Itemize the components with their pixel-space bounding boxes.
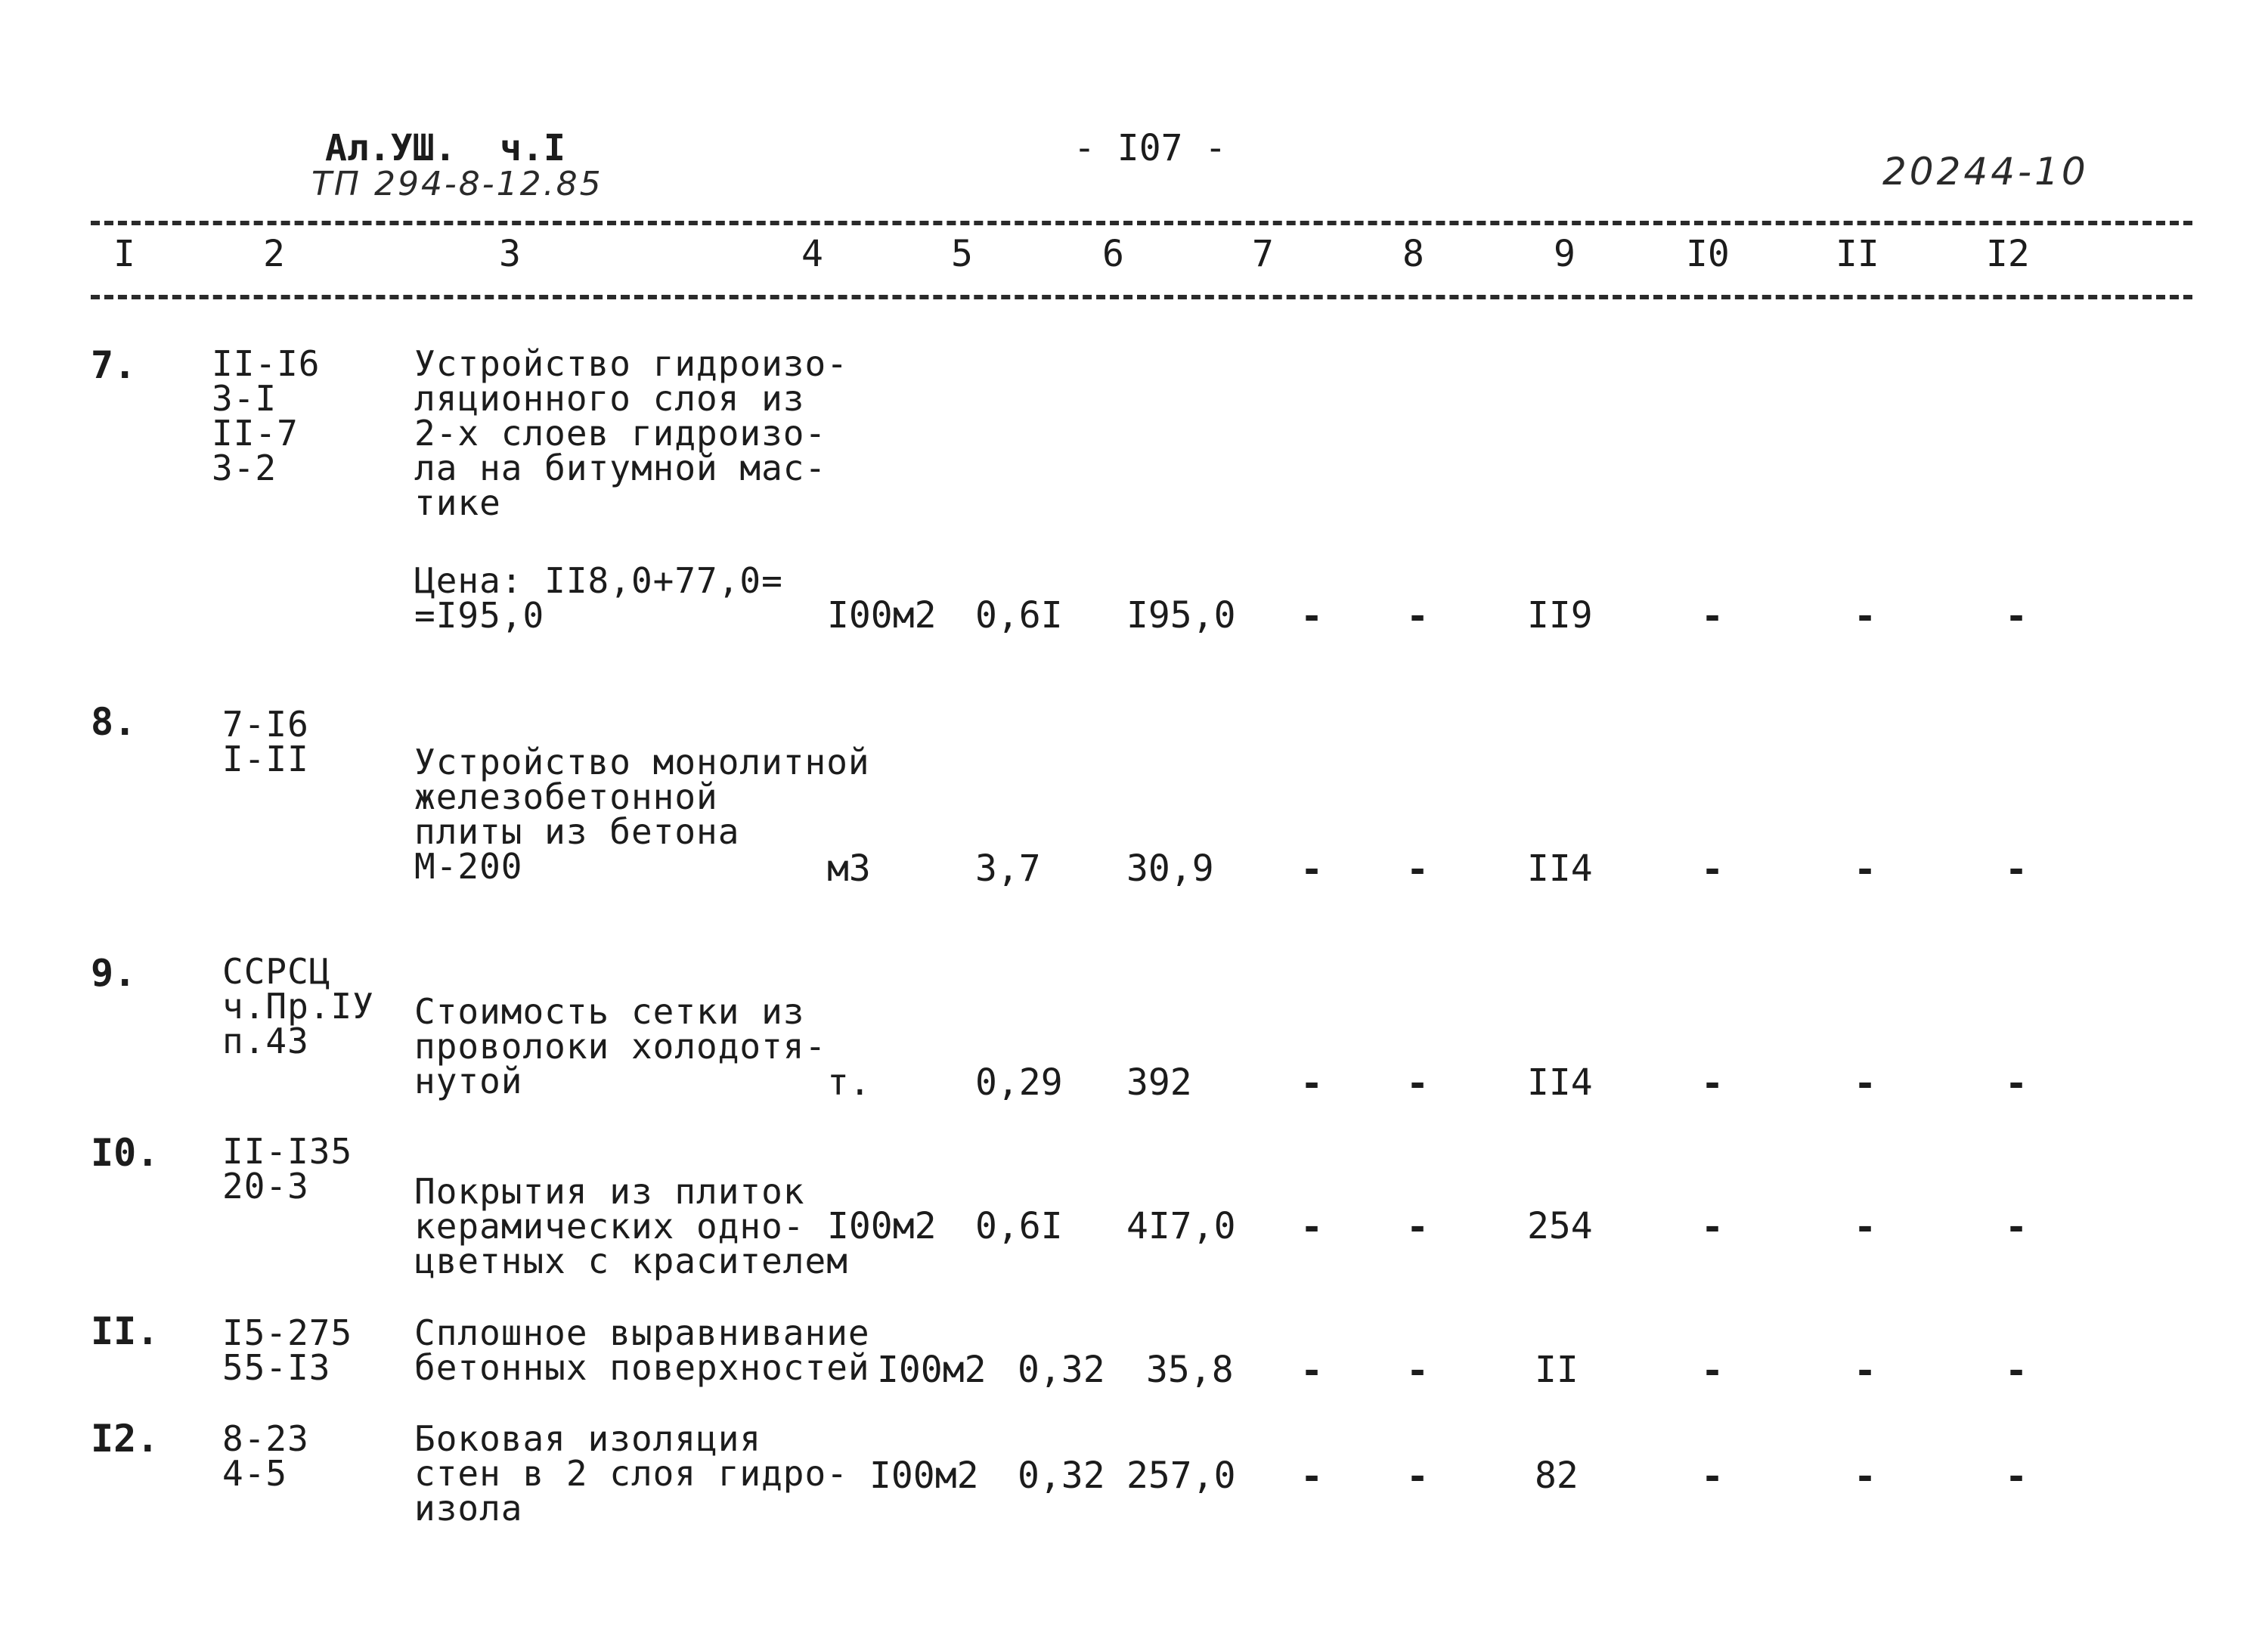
col7-cell: - — [1300, 847, 1324, 891]
row-description — [414, 1171, 848, 1281]
row-number: 9. — [91, 951, 137, 995]
unit-cell: I00м2 — [869, 1455, 979, 1497]
description-line: Устройство гидроизо- — [414, 343, 848, 384]
code-line: ССРСЦ — [222, 951, 331, 992]
row-description — [414, 742, 870, 887]
description-line: Боковая изоляция — [414, 1418, 762, 1459]
header-rule-top — [91, 221, 2192, 225]
row-number: I2. — [91, 1417, 160, 1461]
column-number: 4 — [801, 233, 823, 275]
code-line: 55-I3 — [222, 1347, 331, 1388]
description-line: ляционного слоя из — [414, 378, 805, 419]
col12-cell: - — [2005, 1205, 2028, 1249]
code-line: 4-5 — [222, 1453, 288, 1494]
col9-cell: 254 — [1527, 1205, 1593, 1247]
description-line: Устройство монолитной — [414, 742, 870, 782]
row-description — [414, 1312, 870, 1388]
col10-cell: - — [1701, 1455, 1724, 1498]
description-line: железобетонной — [414, 776, 718, 817]
project-code: ТП 294-8-12.85 — [311, 165, 603, 203]
row-description — [414, 991, 827, 1101]
price-line: =I95,0 — [414, 595, 545, 636]
quantity-cell: 0,32 — [1018, 1349, 1105, 1391]
col7-cell: - — [1300, 1455, 1324, 1498]
code-line: 20-3 — [222, 1166, 309, 1207]
description-line: 2-х слоев гидроизо- — [414, 413, 827, 454]
row-codes — [222, 704, 309, 779]
row-number: 7. — [91, 343, 137, 387]
column-number: I0 — [1686, 233, 1730, 275]
col11-cell: - — [1854, 1205, 1877, 1249]
description-line: проволоки холодотя- — [414, 1026, 827, 1067]
description-line: тике — [414, 482, 501, 523]
code-line: II-7 — [212, 413, 299, 454]
description-line: цветных с красителем — [414, 1241, 848, 1281]
col10-cell: - — [1701, 1061, 1724, 1105]
cost-cell: I95,0 — [1126, 594, 1236, 637]
code-line: 3-2 — [212, 448, 277, 488]
row-codes — [222, 1418, 309, 1494]
col7-cell: - — [1300, 1205, 1324, 1249]
col11-cell: - — [1854, 594, 1877, 638]
description-line: бетонных поверхностей — [414, 1347, 870, 1388]
code-line: 8-23 — [222, 1418, 309, 1459]
cost-cell: 30,9 — [1126, 847, 1214, 890]
description-line: изола — [414, 1488, 523, 1529]
description-line: нутой — [414, 1061, 523, 1101]
col7-cell: - — [1300, 1349, 1324, 1393]
col11-cell: - — [1854, 1061, 1877, 1105]
col11-cell: - — [1854, 1349, 1877, 1393]
album-part: Ал.УШ. ч.I — [325, 127, 565, 169]
code-line: II-I6 — [212, 343, 321, 384]
unit-cell: I00м2 — [877, 1349, 987, 1391]
description-line: Покрытия из плиток — [414, 1171, 805, 1212]
col9-cell: II9 — [1527, 594, 1593, 637]
cost-cell: 35,8 — [1146, 1349, 1234, 1391]
code-line: 3-I — [212, 378, 277, 419]
description-line: ла на битумной мас- — [414, 448, 827, 488]
description-line: плиты из бетона — [414, 811, 740, 852]
description-line: М-200 — [414, 846, 523, 887]
row-description — [414, 1418, 848, 1529]
row-number: 8. — [91, 700, 137, 744]
description-line: стен в 2 слоя гидро- — [414, 1453, 848, 1494]
document-stamp-number: 20244-10 — [1882, 150, 2089, 194]
code-line: п.43 — [222, 1021, 309, 1061]
row-codes — [222, 951, 374, 1061]
column-number: 5 — [951, 233, 973, 275]
column-number: 6 — [1102, 233, 1124, 275]
col8-cell: - — [1406, 1205, 1430, 1249]
col9-cell: II4 — [1527, 1061, 1593, 1104]
col12-cell: - — [2005, 1455, 2028, 1498]
code-line: II-I35 — [222, 1131, 353, 1172]
column-number: I2 — [1986, 233, 2030, 275]
quantity-cell: 0,29 — [975, 1061, 1063, 1104]
unit-cell: т. — [827, 1061, 871, 1104]
column-number: I — [113, 233, 135, 275]
column-number: 7 — [1252, 233, 1274, 275]
code-line: 7-I6 — [222, 704, 309, 745]
col8-cell: - — [1406, 594, 1430, 638]
column-number: 9 — [1554, 233, 1576, 275]
col11-cell: - — [1854, 847, 1877, 891]
unit-cell: I00м2 — [827, 1205, 937, 1247]
quantity-cell: 0,6I — [975, 1205, 1063, 1247]
col10-cell: - — [1701, 594, 1724, 638]
description-line: Стоимость сетки из — [414, 991, 805, 1032]
column-number: 8 — [1402, 233, 1424, 275]
col8-cell: - — [1406, 1349, 1430, 1393]
col9-cell: II — [1535, 1349, 1579, 1391]
col10-cell: - — [1701, 1205, 1724, 1249]
row-number: I0. — [91, 1131, 160, 1175]
cost-cell: 4I7,0 — [1126, 1205, 1236, 1247]
col12-cell: - — [2005, 847, 2028, 891]
quantity-cell: 3,7 — [975, 847, 1041, 890]
row-codes — [212, 343, 321, 488]
col12-cell: - — [2005, 1349, 2028, 1393]
quantity-cell: 0,6I — [975, 594, 1063, 637]
col8-cell: - — [1406, 1455, 1430, 1498]
page-number: - I07 - — [1074, 127, 1227, 169]
header-rule-bottom — [91, 295, 2192, 299]
cost-cell: 257,0 — [1126, 1455, 1236, 1497]
col7-cell: - — [1300, 1061, 1324, 1105]
unit-cell: м3 — [827, 847, 871, 890]
description-line: Сплошное выравнивание — [414, 1312, 870, 1353]
column-number: 2 — [263, 233, 285, 275]
col12-cell: - — [2005, 1061, 2028, 1105]
code-line: ч.Пр.IУ — [222, 986, 374, 1027]
col8-cell: - — [1406, 1061, 1430, 1105]
col9-cell: II4 — [1527, 847, 1593, 890]
col8-cell: - — [1406, 847, 1430, 891]
row-codes — [222, 1131, 353, 1207]
quantity-cell: 0,32 — [1018, 1455, 1105, 1497]
col12-cell: - — [2005, 594, 2028, 638]
code-line: I-II — [222, 739, 309, 779]
col11-cell: - — [1854, 1455, 1877, 1498]
row-codes — [222, 1312, 353, 1388]
col7-cell: - — [1300, 594, 1324, 638]
row-number: II. — [91, 1309, 160, 1353]
row-price-formula — [414, 560, 783, 636]
col10-cell: - — [1701, 847, 1724, 891]
col10-cell: - — [1701, 1349, 1724, 1393]
row-description — [414, 343, 848, 523]
cost-cell: 392 — [1126, 1061, 1192, 1104]
description-line: керамических одно- — [414, 1206, 805, 1247]
price-line: Цена: II8,0+77,0= — [414, 560, 783, 601]
code-line: I5-275 — [222, 1312, 353, 1353]
col9-cell: 82 — [1535, 1455, 1579, 1497]
unit-cell: I00м2 — [827, 594, 937, 637]
column-number: II — [1836, 233, 1879, 275]
column-number: 3 — [499, 233, 521, 275]
